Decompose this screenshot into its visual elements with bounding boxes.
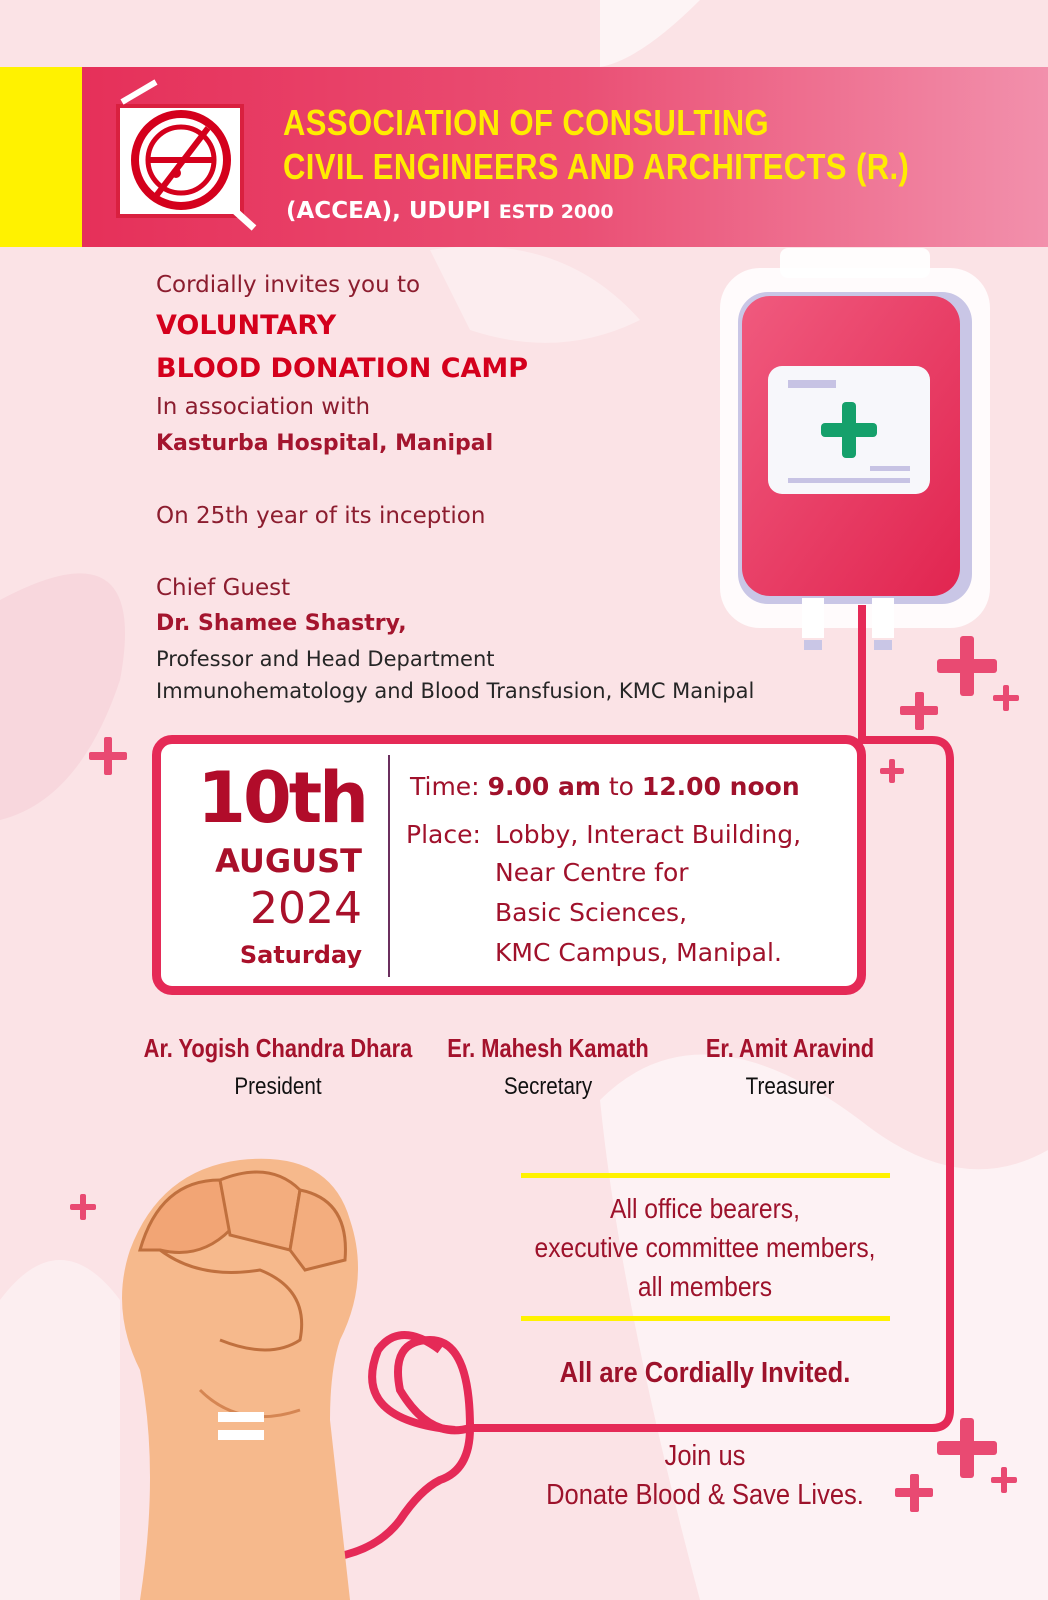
event-time [410,772,800,801]
chief-guest-label: Chief Guest [156,575,291,601]
members-line3: all members [637,1271,773,1302]
place-line2: Near Centre for [495,858,689,887]
treasurer-name: Er. Amit Aravind [705,1033,875,1063]
join-line2: Donate Blood & Save Lives. [546,1479,864,1511]
event-weekday: Saturday [239,941,362,969]
place-line4: KMC Campus, Manipal. [495,938,782,967]
divider-top [521,1173,890,1178]
chief-guest-title-line1: Professor and Head Department [156,647,495,671]
place-label: Place: [406,820,481,849]
president-name: Ar. Yogish Chandra Dhara [143,1033,413,1063]
members-line1: All office bearers, [610,1193,800,1224]
invite-intro: Cordially invites you to [156,272,421,298]
secretary-role: Secretary [503,1073,593,1100]
chief-guest-title-line2: Immunohematology and Blood Transfusion, KMC Manipal [156,679,755,703]
card-divider [388,755,390,977]
divider-bottom [521,1316,890,1321]
event-year: 2024 [250,883,362,934]
time-start: 9.00 am [487,772,601,801]
secretary-name: Er. Mahesh Kamath [447,1033,649,1063]
partner-hospital: Kasturba Hospital, Manipal [156,431,494,456]
join-line1: Join us [664,1440,746,1472]
members-line2: executive committee members, [534,1232,876,1263]
time-to: to [608,772,634,801]
place-line3: Basic Sciences, [495,898,688,927]
invitation-note: All are Cordially Invited. [559,1357,851,1389]
treasurer-role: Treasurer [745,1073,835,1100]
event-title-line2: BLOOD DONATION CAMP [156,353,529,384]
chief-guest-name: Dr. Shamee Shastry, [156,611,407,636]
place-line1: Lobby, Interact Building, [495,820,802,849]
president-role: President [234,1073,322,1100]
org-name-line2: CIVIL ENGINEERS AND ARCHITECTS (R.) [283,146,910,187]
event-day: 10th [197,757,366,839]
event-month: AUGUST [215,842,362,880]
association-label: In association with [156,394,371,420]
estd-label: ESTD 2000 [498,201,614,223]
time-end: 12.00 noon [641,772,800,801]
org-name-line1: ASSOCIATION OF CONSULTING [283,102,770,143]
occasion-text: On 25th year of its inception [156,503,486,529]
org-abbreviation: (ACCEA), UDUPI [286,198,491,224]
time-label: Time: [410,772,480,801]
event-title-line1: VOLUNTARY [156,310,337,341]
